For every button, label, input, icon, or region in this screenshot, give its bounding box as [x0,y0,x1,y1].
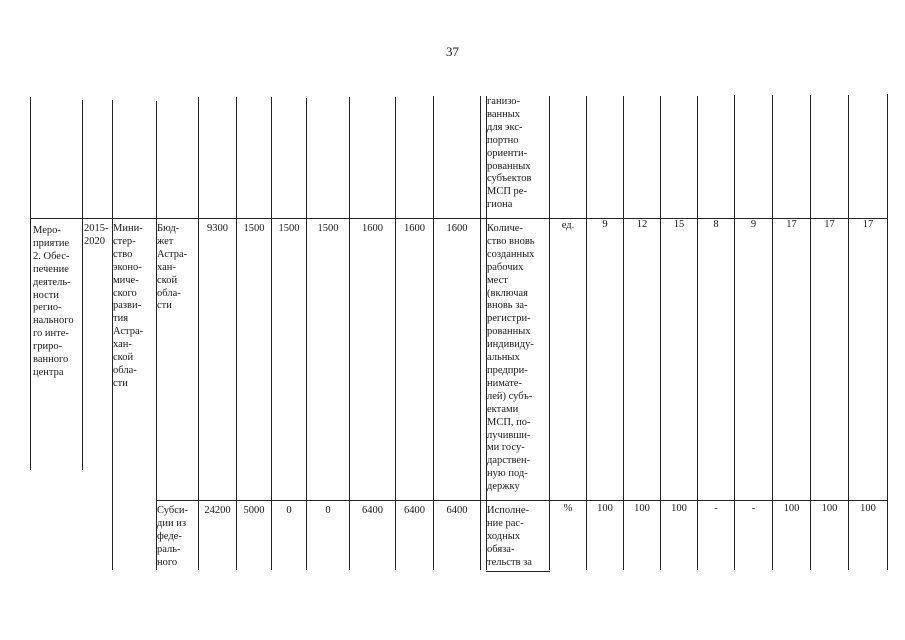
row2-value-1: 100 [597,503,613,514]
row0-indicator-text: ганизо- ванных для экс- портно ориенти- рованных субъектов МСП ре- гиона [487,96,532,211]
row1-amount-2020: 1600 [446,223,468,234]
row1-amount-total: 9300 [207,223,228,234]
row1-value-1: 9 [602,219,608,230]
row1-value-8: 17 [862,219,874,230]
table-horizontal-rule [156,500,888,501]
row1-executor-text: Мини- стер- ство эконо- миче- ского разви- тия Астра- хан- ской обла- сти [113,223,144,389]
table-vertical-rule [82,100,83,470]
row1-indicator-text: Количе- ство вновь созданных рабочих мест (включая вновь за- регистри- рованных индивиду- альных предпри- нимате- лей) субъ- ектами МСП, по- лучивши- ми госу- дарствен- ную под- держку [487,223,535,493]
table-vertical-rule [623,96,624,570]
table-vertical-rule [549,96,550,570]
row2-amount-2020: 6400 [446,505,468,516]
table-vertical-rule [734,95,735,570]
row2-value-2: 100 [634,503,650,514]
row2-source-text: Субси- дии из феде- раль- ного [157,505,188,568]
row2-amount-2018: 6400 [362,505,383,516]
row1-value-3: 15 [673,219,685,230]
row1-value-5: 9 [750,219,757,230]
table-vertical-rule [810,95,811,570]
table-vertical-rule [480,96,481,570]
row2-indicator-text: Исполне- ние рас- ходных обяза- тельств за [487,505,532,568]
row2-amount-2019: 6400 [404,505,425,516]
row2-value-4: - [714,503,718,514]
row2-amount-2017: 0 [325,505,331,516]
page-number: 37 [446,44,459,59]
table-vertical-rule [697,96,698,570]
table-vertical-rule [887,94,888,570]
row1-amount-2015: 1500 [243,223,265,234]
row2-amount-2015: 5000 [243,505,265,516]
row2-value-5: - [751,503,756,514]
row1-amount-2016: 1500 [278,223,300,234]
row1-period-text: 2015- 2020 [84,223,109,247]
table-vertical-rule [772,95,773,570]
row1-value-4: 8 [713,219,719,230]
row1-source-text: Бюд- жет Астра- хан- ской обла- сти [157,223,188,312]
table-vertical-rule [848,95,849,570]
row2-unit: % [563,503,573,514]
table-vertical-rule [586,96,587,570]
row1-event-text: Меро- приятие 2. Обес- печение деятель- ности регио- нального го инте- гриро- ванного центра [33,225,74,378]
row2-value-3: 100 [671,503,687,514]
table-vertical-rule [660,96,661,570]
row1-value-7: 17 [824,219,835,230]
row1-value-2: 12 [636,219,648,230]
table-vertical-rule [433,96,434,570]
row1-amount-2019: 1600 [404,223,425,234]
row1-value-6: 17 [786,219,797,230]
row1-unit: ед. [561,220,575,231]
row2-value-6: 100 [783,503,800,514]
table-vertical-rule [30,97,31,470]
row2-amount-total: 24200 [204,505,231,516]
row2-value-8: 100 [860,503,876,514]
row1-amount-2017: 1500 [317,223,339,234]
table-horizontal-rule [486,571,550,572]
row2-value-7: 100 [821,503,838,514]
row1-amount-2018: 1600 [362,223,383,234]
row2-amount-2016: 0 [286,505,292,516]
